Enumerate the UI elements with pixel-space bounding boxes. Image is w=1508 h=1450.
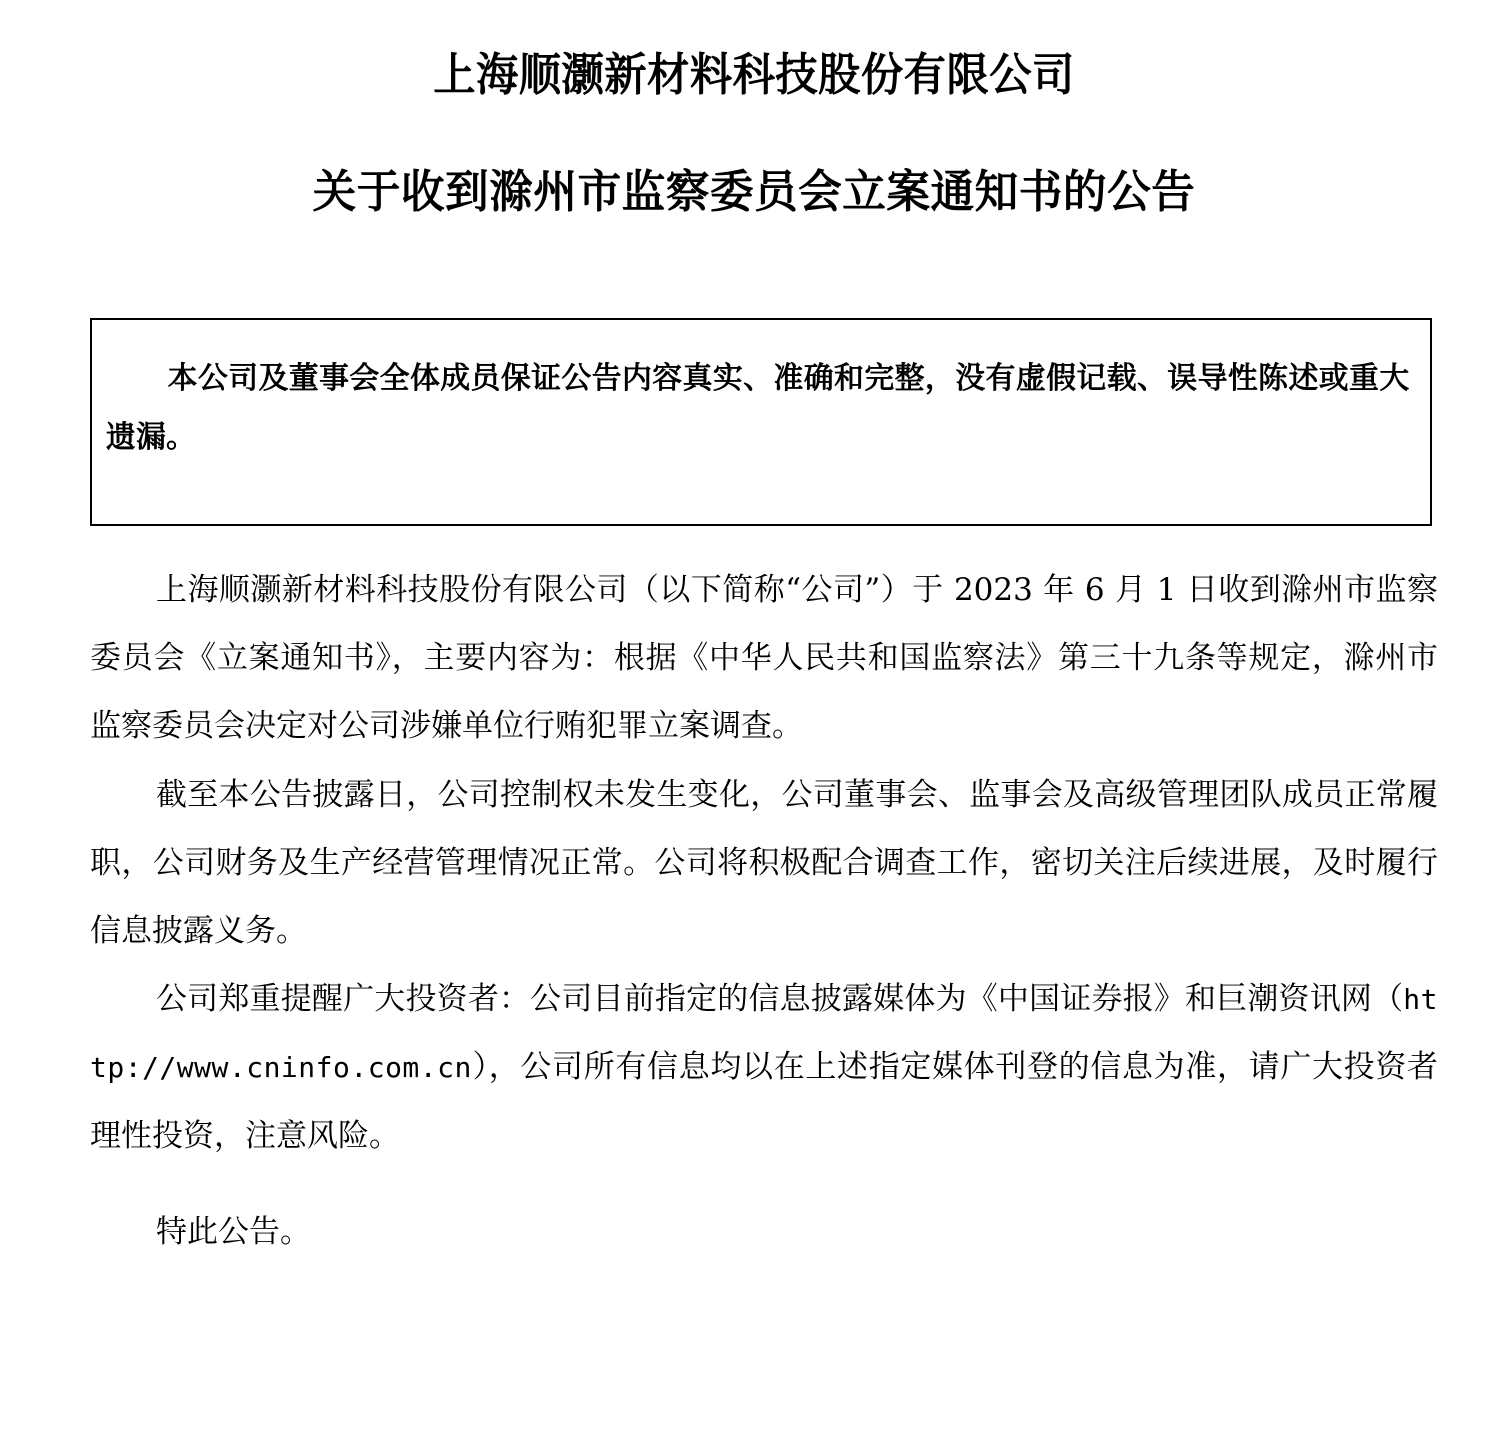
paragraph-investor-notice xyxy=(90,965,1438,1170)
company-name-title: 上海顺灏新材料科技股份有限公司 xyxy=(433,48,1075,101)
investor-notice-lead: 公司郑重提醒广大投资者：公司目前指定的信息披露媒体为《中国证券报》和巨潮资讯网（ xyxy=(156,981,1404,1018)
announcement-subject-title: 关于收到滁州市监察委员会立案通知书的公告 xyxy=(312,165,1196,218)
title-block xyxy=(0,0,1508,218)
disclaimer-statement: 本公司及董事会全体成员保证公告内容真实、准确和完整，没有虚假记载、误导性陈述或重大遗漏。 xyxy=(105,361,1410,455)
disclaimer-box xyxy=(90,318,1432,526)
cninfo-url[interactable]: http://www.cninfo.com.cn xyxy=(90,983,1438,1085)
paragraph-case-notice: 上海顺灏新材料科技股份有限公司（以下简称“公司”）于 2023 年 6 月 1 日收到滁州市监察委员会《立案通知书》，主要内容为：根据《中华人民共和国监察法》第三十九条等规定，滁州市监察委员会决定对公司涉嫌单位行贿犯罪立案调查。 xyxy=(90,572,1438,745)
paragraph-operations-status: 截至本公告披露日，公司控制权未发生变化，公司董事会、监事会及高级管理团队成员正常履职，公司财务及生产经营管理情况正常。公司将积极配合调查工作，密切关注后续进展，及时履行信息披露义务。 xyxy=(90,776,1438,949)
closing-statement: 特此公告。 xyxy=(156,1213,311,1250)
investor-notice-tail: ），公司所有信息均以在上述指定媒体刊登的信息为准，请广大投资者理性投资，注意风险。 xyxy=(90,1049,1438,1154)
body-content xyxy=(90,556,1438,1266)
